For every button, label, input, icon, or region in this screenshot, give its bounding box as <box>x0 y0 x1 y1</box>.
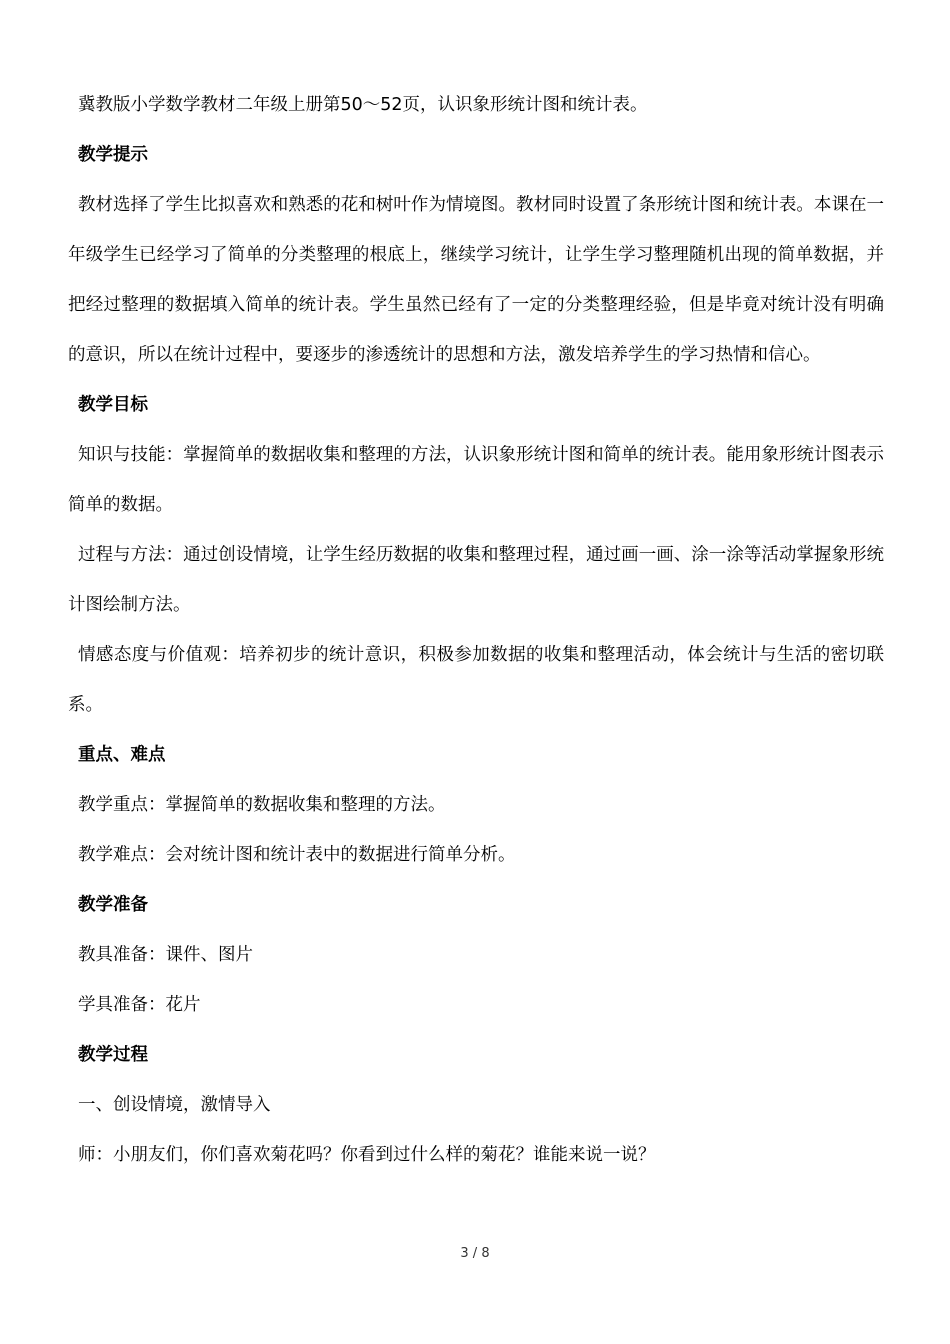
paragraph-process-methods: 过程与方法：通过创设情境，让学生经历数据的收集和整理过程，通过画一画、涂一涂等活动掌握象形统计图绘制方法。 <box>68 545 884 615</box>
paragraph-knowledge-skills: 知识与技能：掌握简单的数据收集和整理的方法，认识象形统计图和简单的统计表。能用象形统计图表示简单的数据。 <box>68 445 884 515</box>
paragraph-textbook-reference: 冀教版小学数学教材二年级上册第50～52页，认识象形统计图和统计表。 <box>78 95 648 115</box>
heading-teaching-goals: 教学目标 <box>78 395 148 415</box>
paragraph-emotion-values: 情感态度与价值观：培养初步的统计意识，积极参加数据的收集和整理活动，体会统计与生活的密切联系。 <box>68 645 884 715</box>
paragraph-teacher-materials: 教具准备：课件、图片 <box>78 945 253 965</box>
heading-teaching-preparation: 教学准备 <box>78 895 148 915</box>
heading-teaching-tips: 教学提示 <box>78 145 148 165</box>
heading-teaching-process: 教学过程 <box>78 1045 148 1065</box>
paragraph-key-point: 教学重点：掌握简单的数据收集和整理的方法。 <box>78 795 446 815</box>
paragraph-teacher-dialogue: 师：小朋友们，你们喜欢菊花吗？你看到过什么样的菊花？谁能来说一说？ <box>78 1145 656 1165</box>
paragraph-teaching-tips: 教材选择了学生比拟喜欢和熟悉的花和树叶作为情境图。教材同时设置了条形统计图和统计表。本课在一年级学生已经学习了简单的分类整理的根底上，继续学习统计，让学生学习整理随机出现的简单数据，并把经过整理的数据填入简单的统计表。学生虽然已经有了一定的分类整理经验，但是毕竟对统计没有明确的意识，所以在统计过程中，要逐步的渗透统计的思想和方法，激发培养学生的学习热情和信心。 <box>68 195 884 365</box>
page-number: 3 / 8 <box>460 1246 490 1261</box>
paragraph-student-materials: 学具准备：花片 <box>78 995 201 1015</box>
paragraph-section-one: 一、创设情境，激情导入 <box>78 1095 271 1115</box>
paragraph-difficult-point: 教学难点：会对统计图和统计表中的数据进行简单分析。 <box>78 845 516 865</box>
document-body <box>68 80 884 1180</box>
heading-key-difficult-points: 重点、难点 <box>78 745 166 765</box>
